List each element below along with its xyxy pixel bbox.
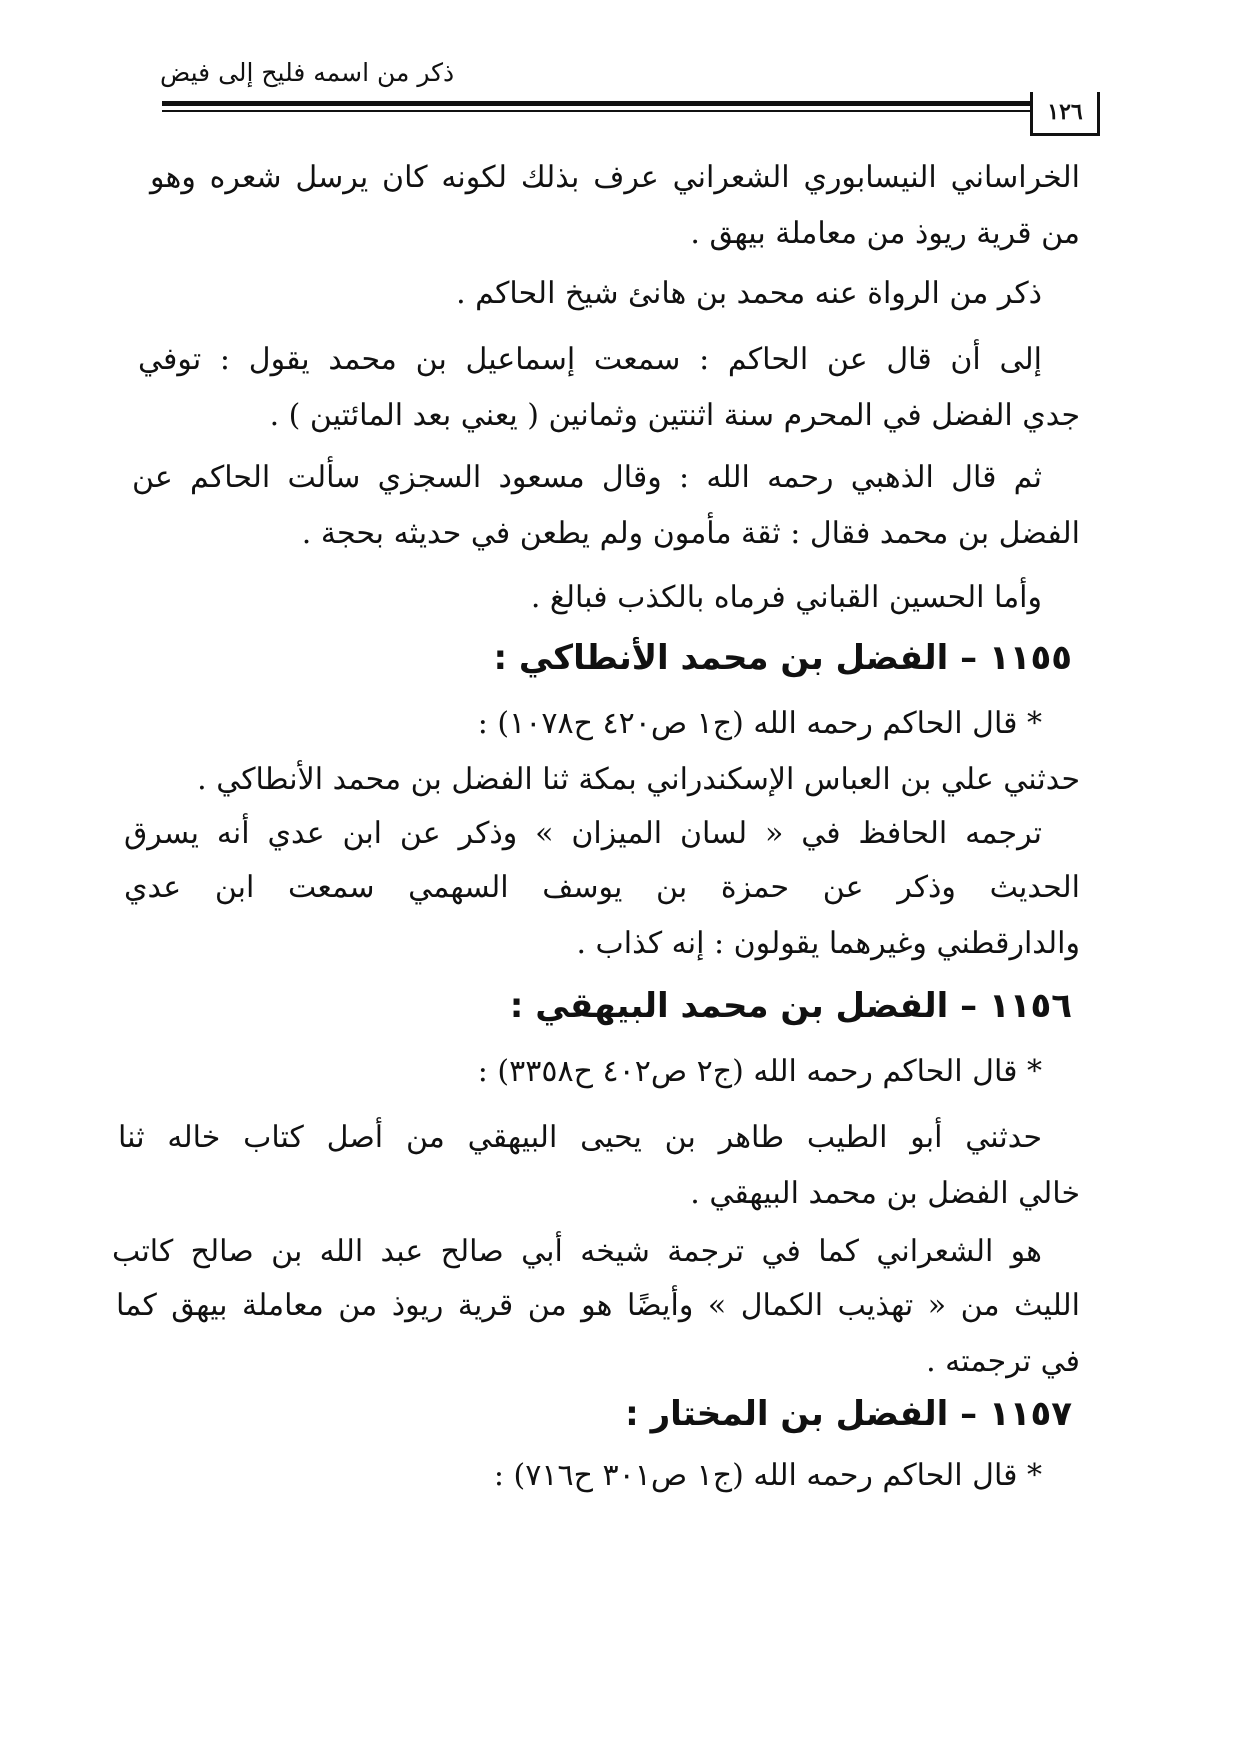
running-title: ذكر من اسمه فليح إلى فيض [160, 58, 455, 87]
entry-heading-1155: ١١٥٥ – الفضل بن محمد الأنطاكي : [493, 638, 1072, 678]
page-number: ١٢٦ [1030, 92, 1100, 136]
entry-heading-1156: ١١٥٦ – الفضل بن محمد البيهقي : [509, 986, 1072, 1026]
text-line: الفضل بن محمد فقال : ثقة مأمون ولم يطعن في حديثه بحجة . [301, 516, 1080, 551]
text-line: من قرية ريوذ من معاملة بيهق . [690, 216, 1080, 251]
text-line: جدي الفضل في المحرم سنة اثنتين وثمانين ( يعني بعد المائتين ) . [269, 398, 1080, 433]
text-line: في ترجمته . [926, 1344, 1080, 1379]
text-line: ذكر من الرواة عنه محمد بن هانئ شيخ الحاكم . [456, 276, 1042, 311]
text-line: خالي الفضل بن محمد البيهقي . [690, 1176, 1080, 1211]
text-line: والدارقطني وغيرهما يقولون : إنه كذاب . [576, 926, 1080, 961]
text-line: هو الشعراني كما في ترجمة شيخه أبي صالح عبد الله بن صالح كاتب [112, 1234, 1042, 1269]
text-line: ترجمه الحافظ في « لسان الميزان » وذكر عن ابن عدي أنه يسرق [124, 816, 1042, 851]
source-reference: * قال الحاكم رحمه الله (ج١ ص٤٢٠ ح١٠٧٨) : [477, 706, 1042, 741]
source-reference: * قال الحاكم رحمه الله (ج١ ص٣٠١ ح٧١٦) : [493, 1458, 1042, 1493]
source-reference: * قال الحاكم رحمه الله (ج٢ ص٤٠٢ ح٣٣٥٨) : [477, 1054, 1042, 1089]
entry-heading-1157: ١١٥٧ – الفضل بن المختار : [625, 1394, 1072, 1434]
text-line: وأما الحسين القباني فرماه بالكذب فبالغ . [530, 580, 1042, 615]
text-line: حدثني أبو الطيب طاهر بن يحيى البيهقي من أصل كتاب خاله ثنا [118, 1120, 1042, 1155]
text-line: الليث من « تهذيب الكمال » وأيضًا هو من قرية ريوذ من معاملة بيهق كما [116, 1288, 1080, 1323]
text-line: إلى أن قال عن الحاكم : سمعت إسماعيل بن محمد يقول : توفي [138, 342, 1042, 377]
text-line: الحديث وذكر عن حمزة بن يوسف السهمي سمعت ابن عدي [124, 870, 1080, 905]
text-line: الخراساني النيسابوري الشعراني عرف بذلك لكونه كان يرسل شعره وهو [150, 160, 1080, 195]
header-rule-thin [162, 110, 1034, 112]
header-rule-thick [162, 101, 1034, 106]
text-line: ثم قال الذهبي رحمه الله : وقال مسعود السجزي سألت الحاكم عن [132, 460, 1042, 495]
text-line: حدثني علي بن العباس الإسكندراني بمكة ثنا الفضل بن محمد الأنطاكي . [197, 762, 1080, 797]
